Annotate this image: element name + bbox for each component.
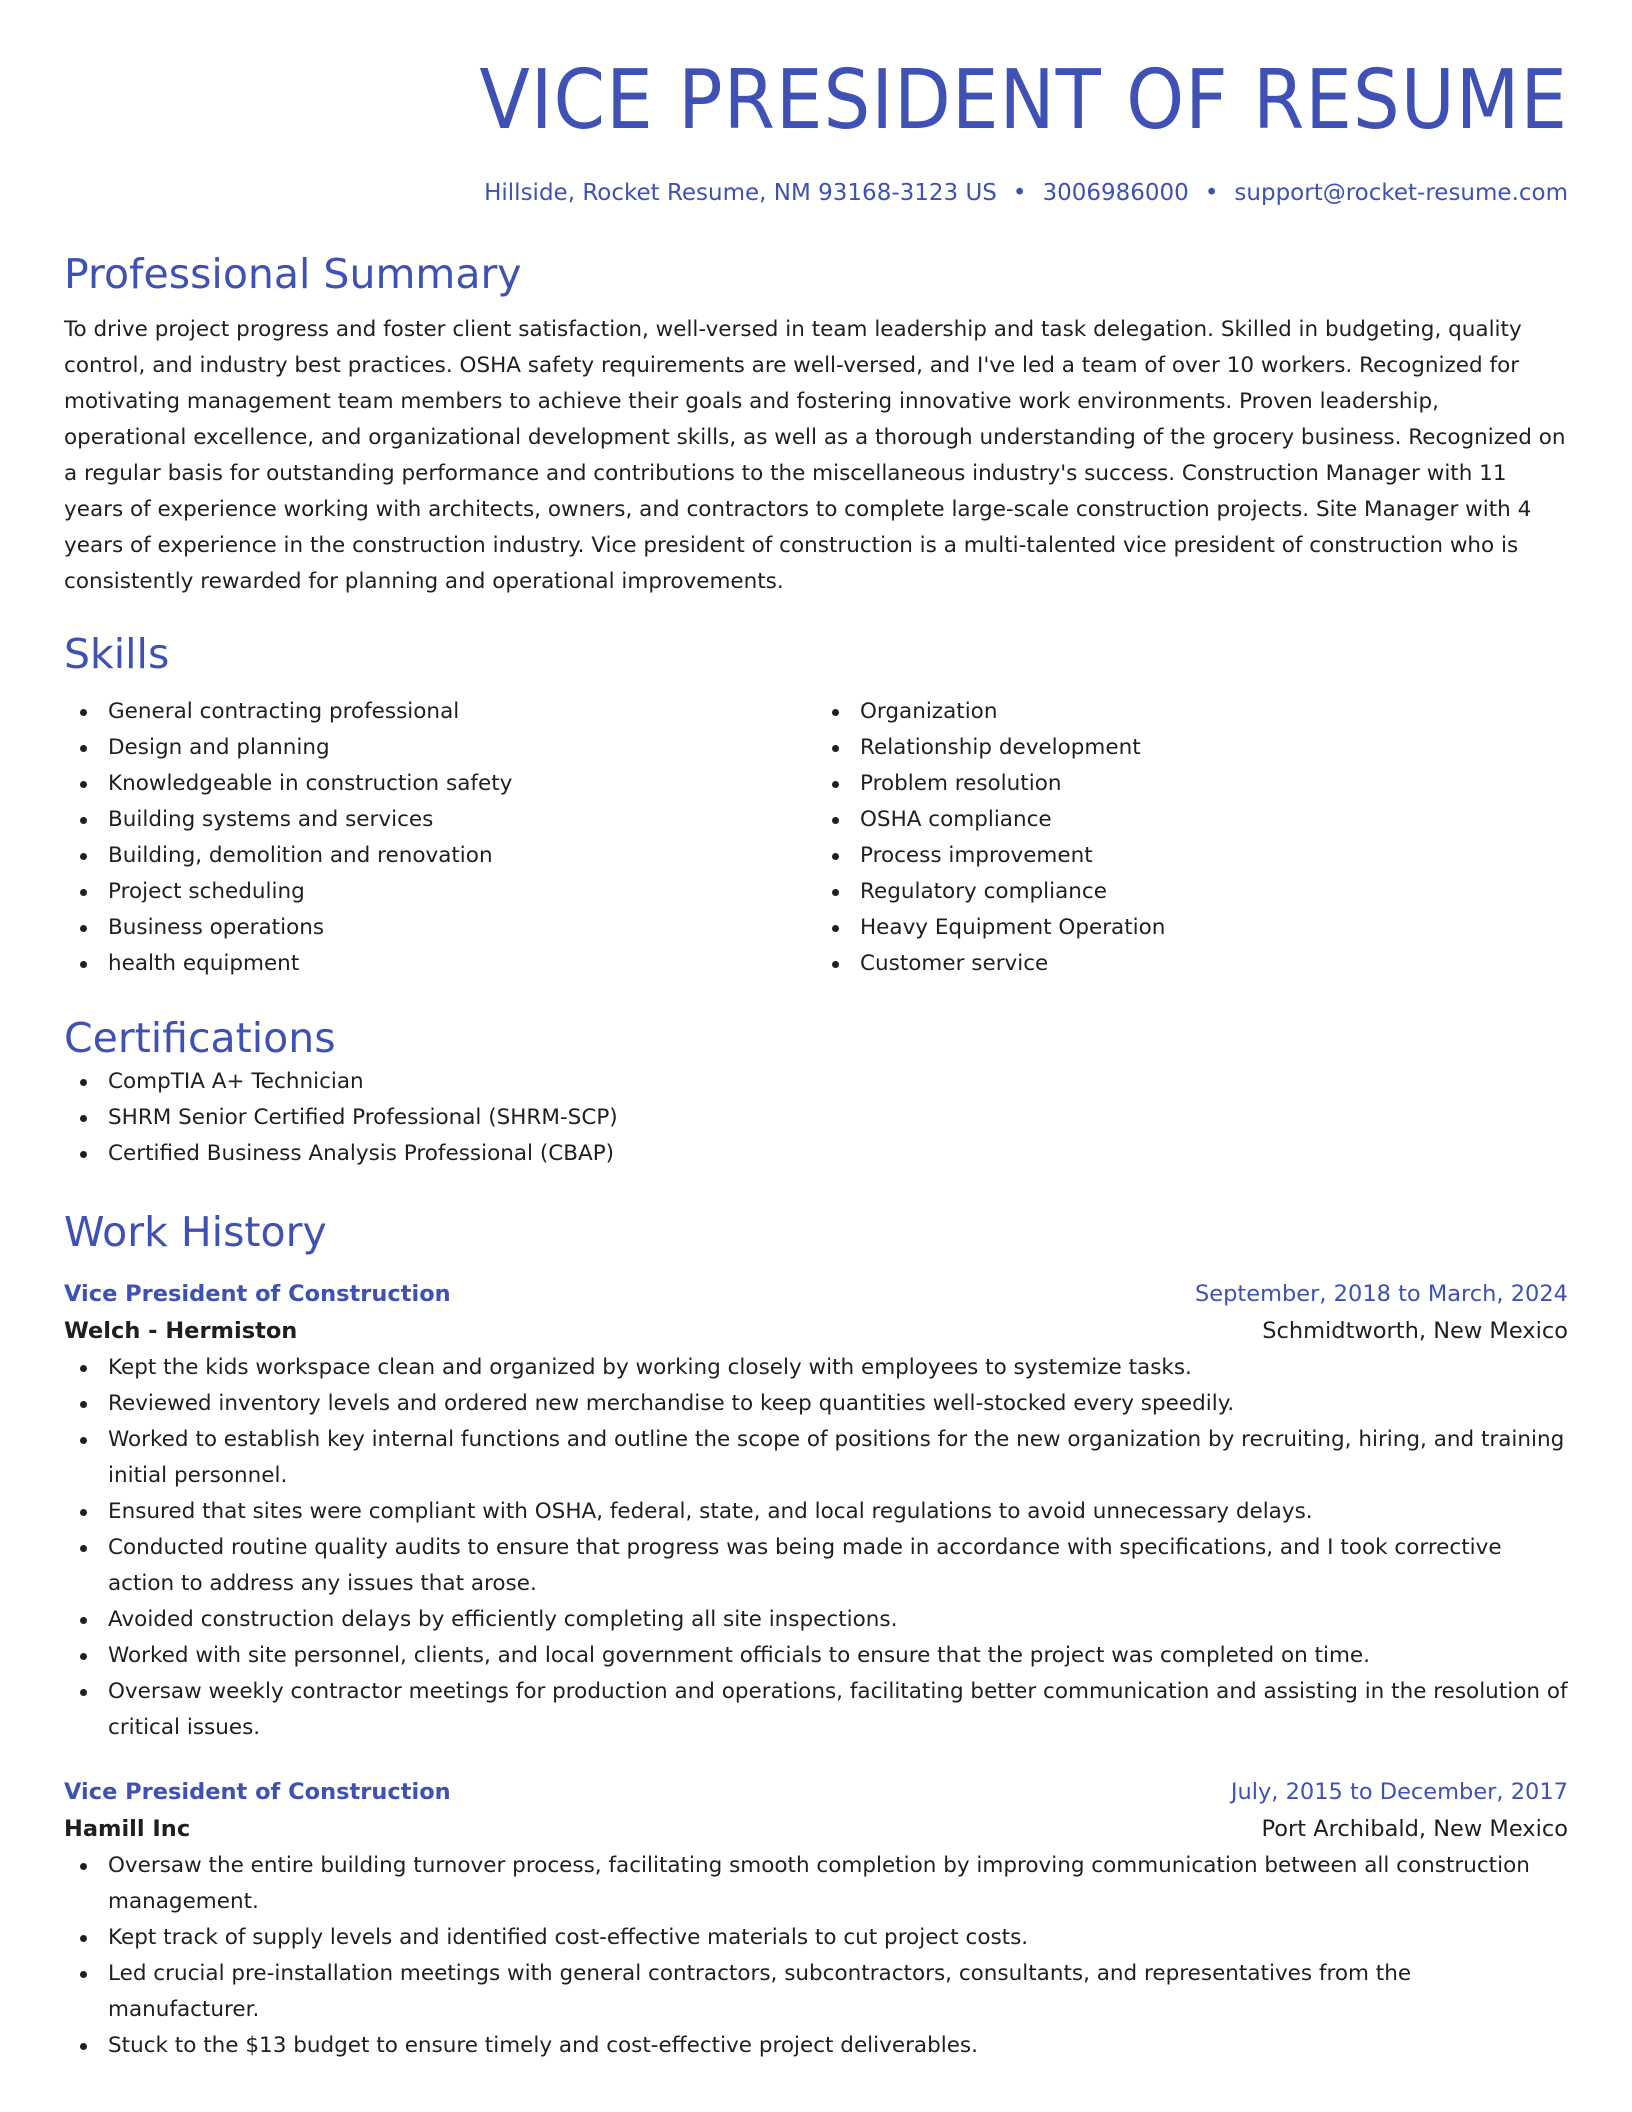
bullet-dot: [80, 889, 87, 896]
job-bullet-text: Stuck to the $13 budget to ensure timely and cost-effective project deliverables.: [108, 2033, 978, 2058]
certification-item: [64, 1064, 1568, 1100]
certification-item: [64, 1100, 1568, 1136]
bullet-dot: [832, 889, 839, 896]
skill-item-text: Regulatory compliance: [860, 879, 1107, 904]
summary-text: To drive project progress and foster client satisfaction, well-versed in team leadership and task delegation. Skilled in budgeting, quality control, and industry best practices. OSHA safety requirements are well-versed, and I've led a team of over 10 workers. Recognized for motivating management team members to achieve their goals and fostering innovative work environments. Proven leadership, operational excellence, and organizational development skills, as well as a thorough understanding of the grocery business. Recognized on a regular basis for outstanding performance and contributions to the miscellaneous industry's success. Construction Manager with 11 years of experience working with architects, owners, and contractors to complete large-scale construction projects. Site Manager with 4 years of experience in the construction industry. Vice president of construction is a multi-talented vice president of construction who is consistently rewarded for planning and operational improvements.: [64, 317, 1566, 594]
bullet-dot: [832, 925, 839, 932]
bullet-dot: [832, 781, 839, 788]
skill-item-text: Organization: [860, 699, 998, 724]
job-responsibilities: [64, 1350, 1568, 1746]
job-title: Vice President of Construction: [64, 1779, 451, 1805]
skill-item-text: Building, demolition and renovation: [108, 843, 493, 868]
skills-grid: [64, 694, 1568, 982]
job-location: Port Archibald, New Mexico: [1261, 1816, 1568, 1842]
contact-separator: •: [1012, 180, 1027, 206]
job-bullet: [64, 2028, 1568, 2064]
bullet-dot: [80, 781, 87, 788]
bullet-dot: [80, 925, 87, 932]
job-entry: [64, 1774, 1568, 2064]
job-title: Vice President of Construction: [64, 1281, 451, 1307]
skill-item: [816, 874, 1568, 910]
job-bullet: [64, 1494, 1568, 1530]
bullet-dot: [80, 1509, 87, 1516]
job-bullet: [64, 1638, 1568, 1674]
skill-item: [64, 766, 816, 802]
job-bullet: [64, 1674, 1568, 1746]
bullet-dot: [80, 1079, 87, 1086]
bullet-dot: [80, 1653, 87, 1660]
skills-column-right: [816, 694, 1568, 982]
bullet-dot: [80, 1437, 87, 1444]
skill-item: [816, 946, 1568, 982]
skill-item-text: Project scheduling: [108, 879, 305, 904]
skill-item: [64, 694, 816, 730]
job-dates: September, 2018 to March, 2024: [1195, 1281, 1568, 1307]
job-title-row: [64, 1774, 1568, 1810]
bullet-dot: [80, 1689, 87, 1696]
job-company-row: [64, 1810, 1568, 1848]
job-bullet: [64, 1530, 1568, 1602]
skill-item: [816, 694, 1568, 730]
skill-item: [64, 730, 816, 766]
job-dates: July, 2015 to December, 2017: [1230, 1779, 1568, 1805]
skill-item: [64, 946, 816, 982]
work-history-list: [64, 1276, 1568, 2064]
job-title-row: [64, 1276, 1568, 1312]
skills-list-left: [64, 694, 816, 982]
job-bullet: [64, 1956, 1568, 2028]
job-bullet: [64, 1422, 1568, 1494]
bullet-dot: [80, 1971, 87, 1978]
certification-item-text: SHRM Senior Certified Professional (SHRM-SCP): [108, 1105, 618, 1130]
job-company: Hamill Inc: [64, 1816, 191, 1842]
bullet-dot: [832, 853, 839, 860]
skill-item: [816, 910, 1568, 946]
skill-item-text: General contracting professional: [108, 699, 460, 724]
certification-item: [64, 1136, 1568, 1172]
job-bullet-text: Kept the kids workspace clean and organized by working closely with employees to systemize tasks.: [108, 1355, 1192, 1380]
bullet-dot: [80, 961, 87, 968]
resume-name: VICE PRESIDENT OF RESUME: [479, 53, 1568, 148]
job-bullet-text: Avoided construction delays by efficiently completing all site inspections.: [108, 1607, 898, 1632]
bullet-dot: [80, 1545, 87, 1552]
skill-item: [816, 730, 1568, 766]
bullet-dot: [80, 1365, 87, 1372]
contact-address: Hillside, Rocket Resume, NM 93168-3123 US: [484, 180, 997, 206]
certifications-heading: Certifications: [64, 1014, 336, 1062]
bullet-dot: [80, 1115, 87, 1122]
job-bullet-text: Led crucial pre-installation meetings with general contractors, subcontractors, consultants, and representatives from the manufacturer.: [108, 1961, 1412, 2022]
job-bullet-text: Conducted routine quality audits to ensure that progress was being made in accordance with specifications, and I took corrective action to address any issues that arose.: [108, 1535, 1502, 1596]
resume-header: [64, 0, 1568, 208]
skill-item-text: Business operations: [108, 915, 325, 940]
job-bullet: [64, 1602, 1568, 1638]
bullet-dot: [80, 817, 87, 824]
bullet-dot: [80, 1401, 87, 1408]
skill-item-text: OSHA compliance: [860, 807, 1052, 832]
job-bullet-text: Ensured that sites were compliant with OSHA, federal, state, and local regulations to avoid unnecessary delays.: [108, 1499, 1313, 1524]
job-bullet: [64, 1848, 1568, 1920]
work-history-heading: Work History: [64, 1208, 327, 1256]
skills-column-left: [64, 694, 816, 982]
bullet-dot: [80, 1617, 87, 1624]
skill-item: [816, 766, 1568, 802]
bullet-dot: [80, 853, 87, 860]
skill-item: [64, 802, 816, 838]
job-company: Welch - Hermiston: [64, 1318, 298, 1344]
job-company-row: [64, 1312, 1568, 1350]
certifications-list: [64, 1064, 1568, 1172]
skill-item-text: Relationship development: [860, 735, 1141, 760]
skill-item-text: Knowledgeable in construction safety: [108, 771, 513, 796]
skill-item: [816, 802, 1568, 838]
skill-item: [64, 874, 816, 910]
bullet-dot: [80, 709, 87, 716]
job-bullet: [64, 1350, 1568, 1386]
bullet-dot: [80, 2043, 87, 2050]
job-bullet-text: Oversaw weekly contractor meetings for production and operations, facilitating better communication and assisting in the resolution of critical issues.: [108, 1679, 1568, 1740]
job-bullet-text: Worked to establish key internal functions and outline the scope of positions for the new organization by recruiting, hiring, and training initial personnel.: [108, 1427, 1565, 1488]
bullet-dot: [80, 1863, 87, 1870]
skill-item-text: Building systems and services: [108, 807, 434, 832]
contact-line: [64, 178, 1568, 208]
bullet-dot: [80, 745, 87, 752]
bullet-dot: [832, 709, 839, 716]
job-bullet-text: Worked with site personnel, clients, and local government officials to ensure that the project was completed on time.: [108, 1643, 1370, 1668]
job-responsibilities: [64, 1848, 1568, 2064]
job-bullet-text: Oversaw the entire building turnover process, facilitating smooth completion by improving communication between all construction management.: [108, 1853, 1530, 1914]
certification-item-text: CompTIA A+ Technician: [108, 1069, 364, 1094]
skill-item-text: Problem resolution: [860, 771, 1062, 796]
skill-item-text: Heavy Equipment Operation: [860, 915, 1166, 940]
skill-item: [64, 910, 816, 946]
bullet-dot: [832, 961, 839, 968]
skill-item-text: Process improvement: [860, 843, 1093, 868]
job-entry: [64, 1276, 1568, 1746]
skill-item-text: Design and planning: [108, 735, 330, 760]
job-bullet: [64, 1386, 1568, 1422]
skill-item: [816, 838, 1568, 874]
skills-heading: Skills: [64, 630, 170, 678]
bullet-dot: [80, 1151, 87, 1158]
bullet-dot: [80, 1935, 87, 1942]
contact-separator: •: [1204, 180, 1219, 206]
bullet-dot: [832, 817, 839, 824]
contact-phone: 3006986000: [1042, 180, 1189, 206]
job-bullet-text: Kept track of supply levels and identified cost-effective materials to cut project costs.: [108, 1925, 1029, 1950]
skill-item-text: health equipment: [108, 951, 300, 976]
contact-email: support@rocket-resume.com: [1234, 180, 1568, 206]
job-bullet-text: Reviewed inventory levels and ordered new merchandise to keep quantities well-stocked every speedily.: [108, 1391, 1235, 1416]
skills-list-right: [816, 694, 1568, 982]
skill-item: [64, 838, 816, 874]
job-bullet: [64, 1920, 1568, 1956]
job-location: Schmidtworth, New Mexico: [1262, 1318, 1568, 1344]
summary-heading: Professional Summary: [64, 250, 522, 298]
certification-item-text: Certified Business Analysis Professional (CBAP): [108, 1141, 615, 1166]
bullet-dot: [832, 745, 839, 752]
skill-item-text: Customer service: [860, 951, 1049, 976]
